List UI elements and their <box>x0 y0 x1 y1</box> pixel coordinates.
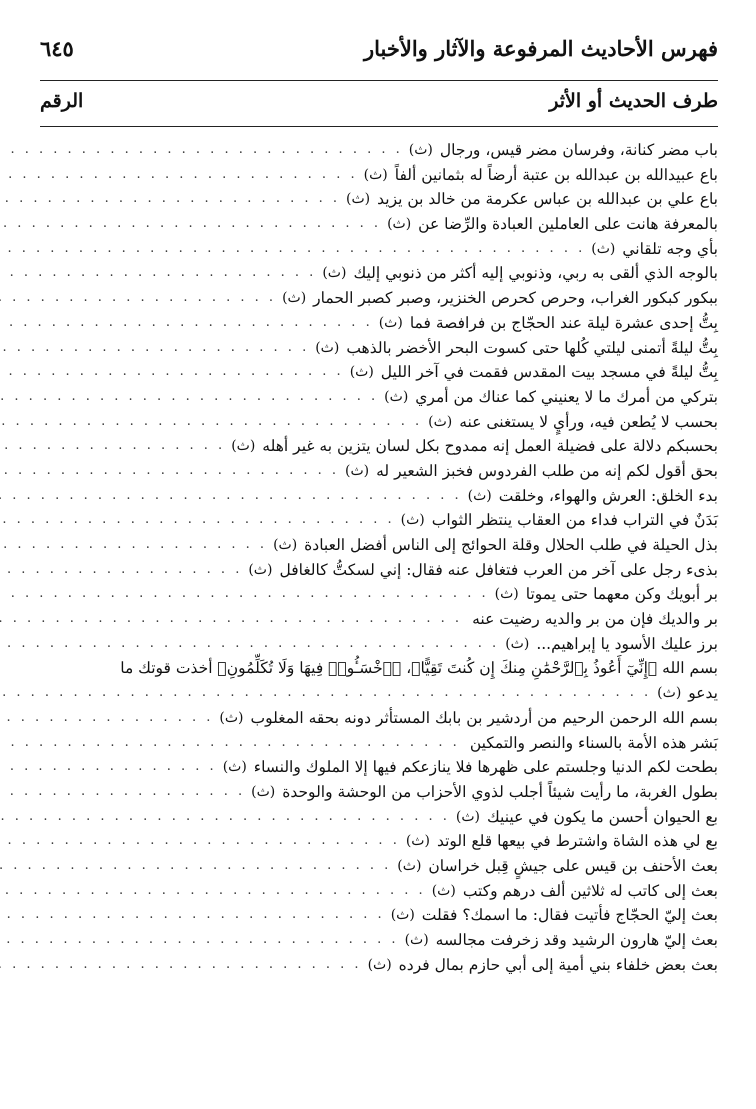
athar-mark: (ث) <box>282 290 307 307</box>
index-entry <box>40 187 718 212</box>
entry-text: بِتُّ إحدى عشرة ليلة عند الحجّاج بن فرافصة فما <box>409 313 718 332</box>
dot-leader <box>0 410 422 435</box>
dot-leader <box>0 780 245 805</box>
dot-leader <box>0 360 344 385</box>
athar-mark: (ث) <box>505 635 530 652</box>
athar-mark: (ث) <box>248 561 273 578</box>
athar-mark: (ث) <box>408 142 433 158</box>
dot-leader <box>0 434 225 459</box>
index-entry <box>40 484 718 509</box>
index-entry <box>40 286 718 311</box>
athar-mark: (ث) <box>251 783 276 800</box>
dot-leader <box>0 879 426 904</box>
entry-text: بع الحيوان أحسن ما يكون في عينيك <box>486 807 718 826</box>
entry-text: بِتُّ ليلةً في مسجد بيت المقدس فقمت في آخر الليل <box>380 363 718 382</box>
athar-mark: (ث) <box>346 191 371 208</box>
athar-mark: (ث) <box>378 314 403 331</box>
entry-text: بالمعرفة هانت على العاملين العبادة والرِّضا عن <box>418 215 718 234</box>
athar-mark: (ث) <box>390 907 415 924</box>
entry-text: بعث الأحنف بن قيس على جيشٍ قِبل خراسان <box>428 856 718 875</box>
index-entry <box>40 805 718 830</box>
entry-text: بدء الخلق: العرش والهواء، وخلقت <box>498 486 718 505</box>
dot-leader <box>0 459 339 484</box>
athar-mark: (ث) <box>428 413 453 430</box>
dot-leader <box>0 582 489 607</box>
entry-text: بَدَنٌ في التراب فداء من العقاب ينتظر الثواب <box>431 511 718 530</box>
entry-text: بحسبكم دلالة على فضيلة العمل إنه ممدوح بكل لسان يتزين به غير أهله <box>262 437 718 456</box>
index-entry <box>40 508 718 533</box>
dot-leader <box>0 187 340 212</box>
entry-text: بسم الله ﴿إِنِّيٓ أَعُوذُ بِٱلرَّحْمَٰنِ مِنكَ إِن كُنتَ تَقِيًّا﴾، ﴿ٱخْسَـُٔوا۟ فِيهَا وَلَا تُكَلِّمُونِ﴾ أخذت قوتك ما <box>120 659 718 678</box>
column-heading-text: طرف الحديث أو الأثر <box>549 90 718 112</box>
athar-mark: (ث) <box>222 759 247 776</box>
dot-leader <box>0 484 462 509</box>
athar-mark: (ث) <box>657 685 682 702</box>
index-entry <box>40 706 718 731</box>
athar-mark: (ث) <box>404 932 429 948</box>
dot-leader <box>0 261 316 286</box>
index-entry <box>40 755 718 780</box>
index-entry <box>40 533 718 558</box>
index-entry <box>40 953 718 978</box>
athar-mark: (ث) <box>219 709 244 726</box>
index-entry <box>40 854 718 879</box>
dot-leader <box>0 953 362 978</box>
header-rule <box>40 80 718 81</box>
index-entry <box>40 903 718 928</box>
index-entry <box>40 558 718 583</box>
index-entry <box>40 780 718 805</box>
dot-leader <box>0 928 399 953</box>
athar-mark: (ث) <box>349 364 374 381</box>
dot-leader <box>0 706 213 731</box>
entry-text: بعث إلى كاتب له ثلاثين ألف درهم وكتب <box>462 881 718 900</box>
index-entry <box>40 360 718 385</box>
entry-text: بطول الغربة، ما رأيت شيئاً أجلب لذوي الأحزاب من الوحشة والوحدة <box>282 782 718 801</box>
entry-text: بع لي هذه الشاة واشترط في بيعها قلع الوتد <box>436 832 718 851</box>
column-heading-rule <box>40 126 718 127</box>
athar-mark: (ث) <box>231 438 256 455</box>
entry-text: بسم الله الرحمن الرحيم من أردشير بن بابك المستأثر دونه بحقه المغلوب <box>250 708 718 727</box>
index-entry <box>40 237 718 262</box>
entry-text: بر أبويك وكن معهما حتى يموتا <box>525 585 718 604</box>
entry-text: بتركي من أمرك ما لا يعنيني كما عناك من أمري <box>415 387 718 406</box>
dot-leader <box>0 385 378 410</box>
dot-leader <box>0 805 450 830</box>
entry-text: بعث بعض خلفاء بني أمية إلى أبي حازم بمال فرده <box>398 955 718 974</box>
athar-mark: (ث) <box>387 216 412 233</box>
entry-text: بر والديك فإن من بر والديه رضيت عنه <box>472 610 718 629</box>
dot-leader <box>0 163 358 188</box>
entry-text: باع علي بن عبدالله بن عباس عكرمة من خالد بن يزيد <box>377 190 718 209</box>
entry-text: بذل الحيلة في طلب الحلال وقلة الحوائج إلى الناس أفضل العبادة <box>304 536 718 554</box>
dot-leader <box>0 311 373 336</box>
entry-text: بعث إليّ الحجّاج فأتيت فقال: ما اسمك؟ فقلت <box>421 906 718 925</box>
index-entry <box>40 336 718 361</box>
running-title: فهرس الأحاديث المرفوعة والآثار والأخبار <box>364 36 718 61</box>
entry-text: باع عبيدالله بن عبدالله بن عتبة أرضاً له بثمانين ألفاً <box>394 165 718 184</box>
index-entry <box>40 212 718 237</box>
entry-text: بطحت لكم الدنيا وجلستم على ظهرها فلا ينازعكم فيها إلا الملوك والنساء <box>253 758 718 777</box>
dot-leader <box>0 138 403 163</box>
athar-mark: (ث) <box>322 265 347 282</box>
index-entry <box>40 163 718 188</box>
index-entry <box>40 459 718 484</box>
athar-mark: (ث) <box>345 462 370 479</box>
entry-text: بحسب لا يُطعن فيه، ورأيٍ لا يستغنى عنه <box>459 412 718 431</box>
dot-leader <box>0 212 381 237</box>
index-entry <box>40 607 718 632</box>
entry-text: بعث إليّ هارون الرشيد وقد زخرفت مجالسه <box>435 931 718 949</box>
index-entries <box>40 138 718 977</box>
index-entry <box>40 410 718 435</box>
athar-mark: (ث) <box>397 857 422 874</box>
entry-text: بالوجه الذي ألقى به ربي، وذنوبي إليه أكثر من ذنوبي إليك <box>353 264 718 283</box>
dot-leader <box>0 607 462 632</box>
index-entry <box>40 731 718 756</box>
page-number: ٦٤٥ <box>40 36 74 61</box>
entry-text: باب مضر كنانة، وفرسان مضر قيس، ورجال <box>439 141 718 159</box>
entry-text: بَشر هذه الأمة بالسناء والنصر والتمكين <box>469 733 718 752</box>
index-entry <box>40 311 718 336</box>
athar-mark: (ث) <box>400 512 425 529</box>
athar-mark: (ث) <box>455 808 480 825</box>
entry-text: بأي وجه تلقاني <box>622 239 718 258</box>
athar-mark: (ث) <box>273 537 298 553</box>
dot-leader <box>0 533 267 558</box>
index-entry <box>40 879 718 904</box>
dot-leader <box>0 903 385 928</box>
athar-mark: (ث) <box>467 487 492 504</box>
index-entry <box>40 656 718 681</box>
entry-text: بحق أقول لكم إنه من طلب الفردوس فخبز الشعير له <box>376 461 718 480</box>
running-head <box>40 34 718 68</box>
index-entry <box>40 582 718 607</box>
index-entry <box>40 261 718 286</box>
dot-leader <box>0 336 309 361</box>
column-heading-number: الرقم <box>40 90 84 112</box>
athar-mark: (ث) <box>431 882 456 899</box>
dot-leader <box>0 755 217 780</box>
index-entry <box>40 138 718 163</box>
dot-leader <box>0 632 499 657</box>
dot-leader <box>0 731 460 756</box>
entry-text: برز عليك الأسود يا إبراهيم... <box>536 634 718 653</box>
index-entry <box>40 385 718 410</box>
entry-text: يدعو <box>688 684 718 703</box>
dot-leader <box>0 237 585 262</box>
athar-mark: (ث) <box>494 586 519 603</box>
dot-leader <box>0 681 651 706</box>
entry-text: بِتُّ ليلةً أتمنى ليلتي كُلها حتى كسوت البحر الأخضر بالذهب <box>346 338 718 357</box>
index-entry <box>40 681 718 706</box>
index-entry <box>40 434 718 459</box>
dot-leader <box>0 829 400 854</box>
athar-mark: (ث) <box>363 166 388 183</box>
column-headings <box>40 88 718 120</box>
athar-mark: (ث) <box>315 339 340 356</box>
index-entry <box>40 632 718 657</box>
athar-mark: (ث) <box>405 833 430 850</box>
athar-mark: (ث) <box>367 956 392 973</box>
dot-leader <box>0 854 391 879</box>
entry-text: ببكور كبكور الغراب، وحرص كحرص الخنزير، وصبر كصبر الحمار <box>313 289 718 308</box>
entry-text: بذىء رجل على آخر من العرب فتغافل عنه فقال: إني لسكتُّ كالغافل <box>279 560 718 579</box>
index-entry <box>40 829 718 854</box>
dot-leader <box>0 286 276 311</box>
athar-mark: (ث) <box>591 240 616 257</box>
index-entry <box>40 928 718 953</box>
dot-leader <box>0 508 395 533</box>
dot-leader <box>0 558 242 583</box>
athar-mark: (ث) <box>384 388 409 405</box>
